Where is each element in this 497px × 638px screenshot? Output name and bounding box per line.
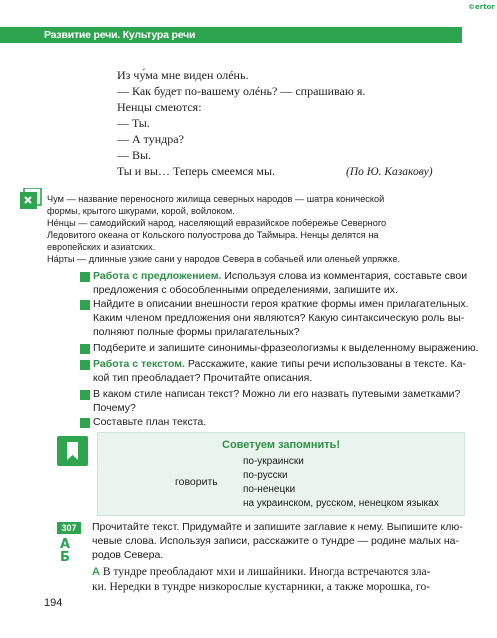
exercise-instruction: родов Севера. xyxy=(92,549,164,561)
comment-line: Чум — название переносного жилища северных народов — шатра конической xyxy=(47,194,385,204)
task-line xyxy=(93,270,467,282)
dialogue-line: — Как будет по-вашему олéнь? — спрашиваю я. xyxy=(117,84,366,98)
remember-variant: на украинском, русском, ненецком языках xyxy=(243,498,439,509)
comment-line: Не́нцы — самодийский народ, населяющий евразийское побережье Северного xyxy=(47,218,387,228)
exercise-text-line: ки. Нередки в тундре низкорослые кустарники, а также морошка, го- xyxy=(92,581,431,593)
dialogue-line: Ты и вы… Теперь смеемся мы. xyxy=(117,164,276,178)
comment-icon xyxy=(20,188,42,210)
publisher-logo: ©ertor xyxy=(468,3,495,11)
task-line: Почему? xyxy=(93,402,136,414)
task-line: Подберите и запишите синонимы-фразеологизмы к выделенному выражению. xyxy=(93,342,479,354)
task-line: кой тип преобладает? Прочитайте описания. xyxy=(93,372,313,384)
task-line: Каким членом предложения они являются? Какую синтаксическую роль вы- xyxy=(93,312,465,324)
task-line: В каком стиле написан текст? Можно ли его назвать путевыми заметками? xyxy=(93,388,461,400)
page-number: 194 xyxy=(44,597,63,609)
bookmark-icon xyxy=(57,436,88,466)
dialogue-line: — Ты. xyxy=(117,116,150,130)
remember-verb: говорить xyxy=(175,476,218,488)
task-line xyxy=(93,358,466,370)
exercise-text: В тундре преобладают мхи и лишайники. Иногда встречаются зла- xyxy=(99,566,431,578)
comment-line: формы, крытого шкурами, корой, войлоком. xyxy=(47,206,235,216)
task-bullet xyxy=(80,418,90,428)
dialogue-line: Ненцы смеются: xyxy=(117,100,202,114)
task-line: Найдите в описании внешности героя краткие формы имен прилагательных. xyxy=(93,298,469,310)
task-heading: Работа с предложением. xyxy=(93,270,222,282)
remember-title: Советуем запомнить! xyxy=(222,439,341,451)
task-text: Расскажите, какие типы речи использованы в тексте. Ка- xyxy=(184,358,466,370)
task-bullet xyxy=(80,360,90,370)
spelling-icon: А Б xyxy=(60,537,71,565)
exercise-instruction: Прочитайте текст. Придумайте и запишите заглавие к нему. Выпишите клю- xyxy=(92,521,463,533)
remember-variant: по-русски xyxy=(243,470,288,481)
comment-line: европейских и азиатских. xyxy=(47,242,156,252)
task-text: Используя слова из комментария, составьте свои xyxy=(221,270,468,282)
dialogue-line: — А тундра? xyxy=(117,132,184,146)
task-bullet xyxy=(80,300,90,310)
task-bullet xyxy=(80,344,90,354)
comment-line: На́рты — длинные узкие сани у народов Севера в собачьей или оленьей упряжке. xyxy=(47,254,401,264)
exercise-number: 307 xyxy=(57,522,81,534)
task-bullet xyxy=(80,272,90,282)
remember-variant: по-украински xyxy=(243,456,304,467)
comment-line: Ледовитого океана от Кольского полуострова до Таймыра. Ненцы делятся на xyxy=(47,230,379,240)
dialogue-line: Из чу́ма мне виден олéнь. xyxy=(117,68,249,82)
task-line: Составьте план текста. xyxy=(93,416,207,428)
task-line: полняют полные формы прилагательных? xyxy=(93,326,300,338)
exercise-instruction: чевые слова. Используя записи, расскажите о тундре — родине малых на- xyxy=(92,535,460,547)
remember-variant: по-ненецки xyxy=(243,484,296,495)
task-heading: Работа с текстом. xyxy=(93,358,185,370)
author-attribution: (По Ю. Казакову) xyxy=(346,166,433,178)
task-letter: А xyxy=(92,566,100,578)
dialogue-line: — Вы. xyxy=(117,148,152,162)
task-bullet xyxy=(80,390,90,400)
exercise-text-line xyxy=(92,566,430,578)
section-title: Развитие речи. Культура речи xyxy=(44,29,196,41)
task-line: предложения с обособленными определениями, запишите их. xyxy=(93,284,398,296)
